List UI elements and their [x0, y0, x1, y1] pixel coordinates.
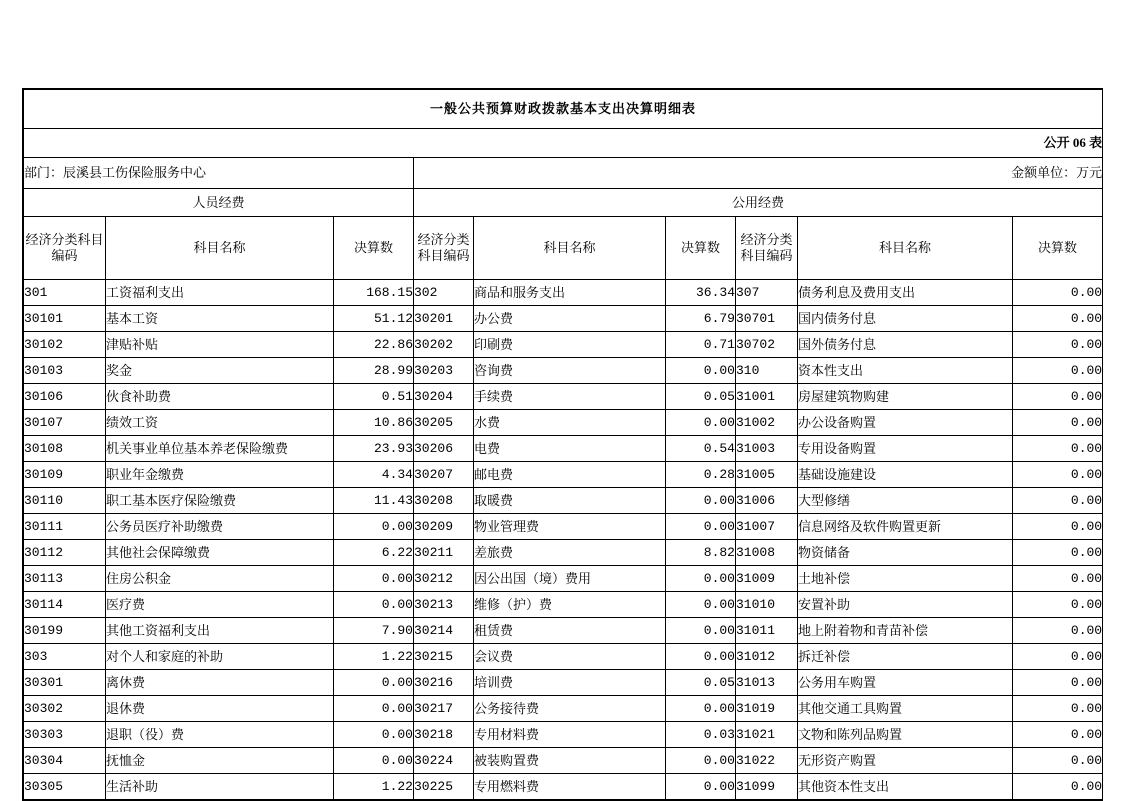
row-name-personnel: 伙食补助费	[106, 384, 334, 410]
row-amount-goods: 0.00	[666, 514, 736, 540]
row-code-personnel: 301	[24, 280, 106, 306]
dept-unit-row	[24, 158, 1103, 189]
row-code-goods: 30215	[414, 644, 474, 670]
row-code-personnel: 30199	[24, 618, 106, 644]
row-code-goods: 30207	[414, 462, 474, 488]
row-name-goods: 会议费	[474, 644, 666, 670]
row-amount-goods: 0.00	[666, 410, 736, 436]
row-amount-personnel: 28.99	[334, 358, 414, 384]
row-name-goods: 商品和服务支出	[474, 280, 666, 306]
row-amount-capital: 0.00	[1013, 384, 1103, 410]
header-amount-capital: 决算数	[1013, 217, 1103, 280]
row-code-capital: 31002	[736, 410, 798, 436]
row-code-personnel: 30303	[24, 722, 106, 748]
row-name-goods: 专用燃料费	[474, 774, 666, 800]
row-amount-capital: 0.00	[1013, 774, 1103, 800]
row-amount-capital: 0.00	[1013, 722, 1103, 748]
row-code-personnel: 30101	[24, 306, 106, 332]
row-name-capital: 拆迁补偿	[798, 644, 1013, 670]
row-name-capital: 土地补偿	[798, 566, 1013, 592]
row-name-goods: 租赁费	[474, 618, 666, 644]
row-name-personnel: 公务员医疗补助缴费	[106, 514, 334, 540]
row-code-capital: 31099	[736, 774, 798, 800]
row-amount-personnel: 6.22	[334, 540, 414, 566]
table-row	[24, 696, 1103, 722]
row-name-personnel: 对个人和家庭的补助	[106, 644, 334, 670]
row-amount-goods: 0.00	[666, 358, 736, 384]
row-name-capital: 大型修缮	[798, 488, 1013, 514]
table-row	[24, 566, 1103, 592]
row-code-capital: 30701	[736, 306, 798, 332]
table-row	[24, 748, 1103, 774]
row-amount-goods: 0.00	[666, 592, 736, 618]
row-name-capital: 房屋建筑物购建	[798, 384, 1013, 410]
row-code-goods: 30213	[414, 592, 474, 618]
table-row	[24, 332, 1103, 358]
row-code-capital: 31010	[736, 592, 798, 618]
row-amount-goods: 0.00	[666, 618, 736, 644]
row-amount-personnel: 7.90	[334, 618, 414, 644]
budget-table-sheet	[22, 88, 1103, 801]
row-name-capital: 文物和陈列品购置	[798, 722, 1013, 748]
row-code-capital: 31006	[736, 488, 798, 514]
row-amount-capital: 0.00	[1013, 540, 1103, 566]
row-code-goods: 30218	[414, 722, 474, 748]
row-name-goods: 维修（护）费	[474, 592, 666, 618]
budget-table	[23, 89, 1103, 800]
public-table-no: 公开 06 表	[24, 129, 1103, 158]
row-amount-goods: 0.00	[666, 488, 736, 514]
row-amount-capital: 0.00	[1013, 436, 1103, 462]
row-amount-personnel: 1.22	[334, 774, 414, 800]
department-label: 部门：辰溪县工伤保险服务中心	[24, 158, 414, 189]
row-amount-capital: 0.00	[1013, 514, 1103, 540]
row-code-goods: 30217	[414, 696, 474, 722]
row-code-goods: 30224	[414, 748, 474, 774]
row-amount-capital: 0.00	[1013, 592, 1103, 618]
table-row	[24, 774, 1103, 800]
row-name-personnel: 职业年金缴费	[106, 462, 334, 488]
row-name-capital: 物资储备	[798, 540, 1013, 566]
row-name-personnel: 退休费	[106, 696, 334, 722]
row-name-personnel: 退职（役）费	[106, 722, 334, 748]
row-code-goods: 30204	[414, 384, 474, 410]
row-code-capital: 31011	[736, 618, 798, 644]
row-amount-personnel: 4.34	[334, 462, 414, 488]
row-amount-capital: 0.00	[1013, 748, 1103, 774]
row-code-goods: 30212	[414, 566, 474, 592]
row-code-goods: 30202	[414, 332, 474, 358]
table-row	[24, 280, 1103, 306]
row-amount-capital: 0.00	[1013, 410, 1103, 436]
row-amount-personnel: 168.15	[334, 280, 414, 306]
row-code-goods: 302	[414, 280, 474, 306]
column-header-row	[24, 217, 1103, 280]
row-amount-goods: 6.79	[666, 306, 736, 332]
row-name-capital: 债务利息及费用支出	[798, 280, 1013, 306]
row-amount-goods: 0.05	[666, 670, 736, 696]
row-name-personnel: 津贴补贴	[106, 332, 334, 358]
row-code-personnel: 30111	[24, 514, 106, 540]
group-header-row	[24, 189, 1103, 217]
row-code-goods: 30205	[414, 410, 474, 436]
row-amount-capital: 0.00	[1013, 566, 1103, 592]
row-code-capital: 31009	[736, 566, 798, 592]
row-amount-capital: 0.00	[1013, 644, 1103, 670]
row-code-personnel: 30109	[24, 462, 106, 488]
row-name-personnel: 其他社会保障缴费	[106, 540, 334, 566]
row-name-capital: 无形资产购置	[798, 748, 1013, 774]
row-name-goods: 咨询费	[474, 358, 666, 384]
table-row	[24, 670, 1103, 696]
row-code-goods: 30216	[414, 670, 474, 696]
group-personnel-header: 人员经费	[24, 189, 414, 217]
row-amount-capital: 0.00	[1013, 462, 1103, 488]
row-name-personnel: 绩效工资	[106, 410, 334, 436]
row-name-capital: 国内债务付息	[798, 306, 1013, 332]
row-amount-goods: 8.82	[666, 540, 736, 566]
row-amount-personnel: 11.43	[334, 488, 414, 514]
row-name-capital: 基础设施建设	[798, 462, 1013, 488]
row-amount-personnel: 0.00	[334, 670, 414, 696]
row-name-goods: 差旅费	[474, 540, 666, 566]
table-row	[24, 306, 1103, 332]
row-name-personnel: 抚恤金	[106, 748, 334, 774]
header-name-personnel: 科目名称	[106, 217, 334, 280]
row-amount-goods: 0.00	[666, 748, 736, 774]
row-code-capital: 31021	[736, 722, 798, 748]
row-name-goods: 手续费	[474, 384, 666, 410]
row-code-goods: 30209	[414, 514, 474, 540]
row-code-personnel: 30112	[24, 540, 106, 566]
row-code-capital: 31022	[736, 748, 798, 774]
row-amount-personnel: 0.00	[334, 748, 414, 774]
header-amount-goods: 决算数	[666, 217, 736, 280]
row-amount-personnel: 23.93	[334, 436, 414, 462]
row-code-goods: 30225	[414, 774, 474, 800]
row-name-goods: 专用材料费	[474, 722, 666, 748]
table-row	[24, 358, 1103, 384]
table-row	[24, 514, 1103, 540]
row-code-goods: 30214	[414, 618, 474, 644]
row-amount-goods: 0.03	[666, 722, 736, 748]
header-name-capital: 科目名称	[798, 217, 1013, 280]
row-amount-personnel: 0.00	[334, 722, 414, 748]
table-row	[24, 410, 1103, 436]
header-code-personnel: 经济分类科目编码	[24, 217, 106, 280]
row-name-capital: 地上附着物和青苗补偿	[798, 618, 1013, 644]
row-amount-capital: 0.00	[1013, 696, 1103, 722]
row-name-goods: 办公费	[474, 306, 666, 332]
row-code-personnel: 30106	[24, 384, 106, 410]
row-amount-capital: 0.00	[1013, 488, 1103, 514]
row-name-capital: 国外债务付息	[798, 332, 1013, 358]
table-row	[24, 488, 1103, 514]
row-code-capital: 31019	[736, 696, 798, 722]
row-name-goods: 物业管理费	[474, 514, 666, 540]
row-amount-capital: 0.00	[1013, 332, 1103, 358]
title-row	[24, 90, 1103, 129]
row-amount-goods: 0.71	[666, 332, 736, 358]
table-row	[24, 462, 1103, 488]
row-code-capital: 310	[736, 358, 798, 384]
row-name-goods: 电费	[474, 436, 666, 462]
row-name-capital: 信息网络及软件购置更新	[798, 514, 1013, 540]
row-code-capital: 31005	[736, 462, 798, 488]
row-code-personnel: 30102	[24, 332, 106, 358]
row-name-personnel: 奖金	[106, 358, 334, 384]
row-amount-goods: 0.28	[666, 462, 736, 488]
row-name-personnel: 职工基本医疗保险缴费	[106, 488, 334, 514]
row-name-goods: 因公出国（境）费用	[474, 566, 666, 592]
row-code-goods: 30211	[414, 540, 474, 566]
row-name-capital: 其他资本性支出	[798, 774, 1013, 800]
table-row	[24, 618, 1103, 644]
page-title: 一般公共预算财政拨款基本支出决算明细表	[24, 90, 1103, 129]
row-code-personnel: 303	[24, 644, 106, 670]
row-name-personnel: 基本工资	[106, 306, 334, 332]
row-name-personnel: 住房公积金	[106, 566, 334, 592]
row-name-goods: 印刷费	[474, 332, 666, 358]
row-name-capital: 办公设备购置	[798, 410, 1013, 436]
row-amount-personnel: 0.00	[334, 566, 414, 592]
row-code-capital: 30702	[736, 332, 798, 358]
row-name-goods: 被装购置费	[474, 748, 666, 774]
table-row	[24, 436, 1103, 462]
row-amount-goods: 36.34	[666, 280, 736, 306]
row-name-capital: 安置补助	[798, 592, 1013, 618]
row-code-goods: 30203	[414, 358, 474, 384]
row-name-personnel: 机关事业单位基本养老保险缴费	[106, 436, 334, 462]
row-name-personnel: 离休费	[106, 670, 334, 696]
row-amount-personnel: 0.51	[334, 384, 414, 410]
header-name-goods: 科目名称	[474, 217, 666, 280]
row-code-goods: 30201	[414, 306, 474, 332]
row-amount-personnel: 0.00	[334, 514, 414, 540]
row-code-personnel: 30305	[24, 774, 106, 800]
table-row	[24, 592, 1103, 618]
row-code-capital: 31008	[736, 540, 798, 566]
row-code-goods: 30208	[414, 488, 474, 514]
row-code-personnel: 30107	[24, 410, 106, 436]
row-amount-personnel: 22.86	[334, 332, 414, 358]
row-name-capital: 专用设备购置	[798, 436, 1013, 462]
row-code-capital: 31013	[736, 670, 798, 696]
table-row	[24, 540, 1103, 566]
row-code-personnel: 30110	[24, 488, 106, 514]
row-amount-goods: 0.54	[666, 436, 736, 462]
row-code-personnel: 30114	[24, 592, 106, 618]
row-amount-personnel: 1.22	[334, 644, 414, 670]
row-code-personnel: 30108	[24, 436, 106, 462]
row-code-capital: 31007	[736, 514, 798, 540]
row-amount-capital: 0.00	[1013, 358, 1103, 384]
table-row	[24, 384, 1103, 410]
row-amount-personnel: 0.00	[334, 696, 414, 722]
row-amount-capital: 0.00	[1013, 670, 1103, 696]
header-code-goods: 经济分类科目编码	[414, 217, 474, 280]
row-name-personnel: 生活补助	[106, 774, 334, 800]
row-name-capital: 公务用车购置	[798, 670, 1013, 696]
table-row	[24, 644, 1103, 670]
row-amount-personnel: 0.00	[334, 592, 414, 618]
row-amount-capital: 0.00	[1013, 618, 1103, 644]
row-code-personnel: 30113	[24, 566, 106, 592]
table-body	[24, 280, 1103, 800]
amount-unit-label: 金额单位：万元	[414, 158, 1103, 189]
row-code-capital: 307	[736, 280, 798, 306]
group-public-header: 公用经费	[414, 189, 1103, 217]
row-code-personnel: 30301	[24, 670, 106, 696]
public-no-row	[24, 129, 1103, 158]
row-name-capital: 资本性支出	[798, 358, 1013, 384]
row-name-personnel: 工资福利支出	[106, 280, 334, 306]
row-amount-capital: 0.00	[1013, 280, 1103, 306]
row-code-goods: 30206	[414, 436, 474, 462]
row-name-capital: 其他交通工具购置	[798, 696, 1013, 722]
row-name-goods: 水费	[474, 410, 666, 436]
row-name-goods: 培训费	[474, 670, 666, 696]
row-code-capital: 31012	[736, 644, 798, 670]
row-amount-goods: 0.05	[666, 384, 736, 410]
row-name-personnel: 医疗费	[106, 592, 334, 618]
row-amount-goods: 0.00	[666, 644, 736, 670]
row-code-personnel: 30103	[24, 358, 106, 384]
row-amount-personnel: 10.86	[334, 410, 414, 436]
row-name-goods: 邮电费	[474, 462, 666, 488]
row-amount-goods: 0.00	[666, 566, 736, 592]
row-code-capital: 31003	[736, 436, 798, 462]
row-amount-goods: 0.00	[666, 696, 736, 722]
header-code-capital: 经济分类科目编码	[736, 217, 798, 280]
header-amount-personnel: 决算数	[334, 217, 414, 280]
row-code-personnel: 30304	[24, 748, 106, 774]
table-row	[24, 722, 1103, 748]
row-name-goods: 取暖费	[474, 488, 666, 514]
row-amount-goods: 0.00	[666, 774, 736, 800]
row-name-personnel: 其他工资福利支出	[106, 618, 334, 644]
row-name-goods: 公务接待费	[474, 696, 666, 722]
row-amount-capital: 0.00	[1013, 306, 1103, 332]
row-code-personnel: 30302	[24, 696, 106, 722]
row-amount-personnel: 51.12	[334, 306, 414, 332]
row-code-capital: 31001	[736, 384, 798, 410]
